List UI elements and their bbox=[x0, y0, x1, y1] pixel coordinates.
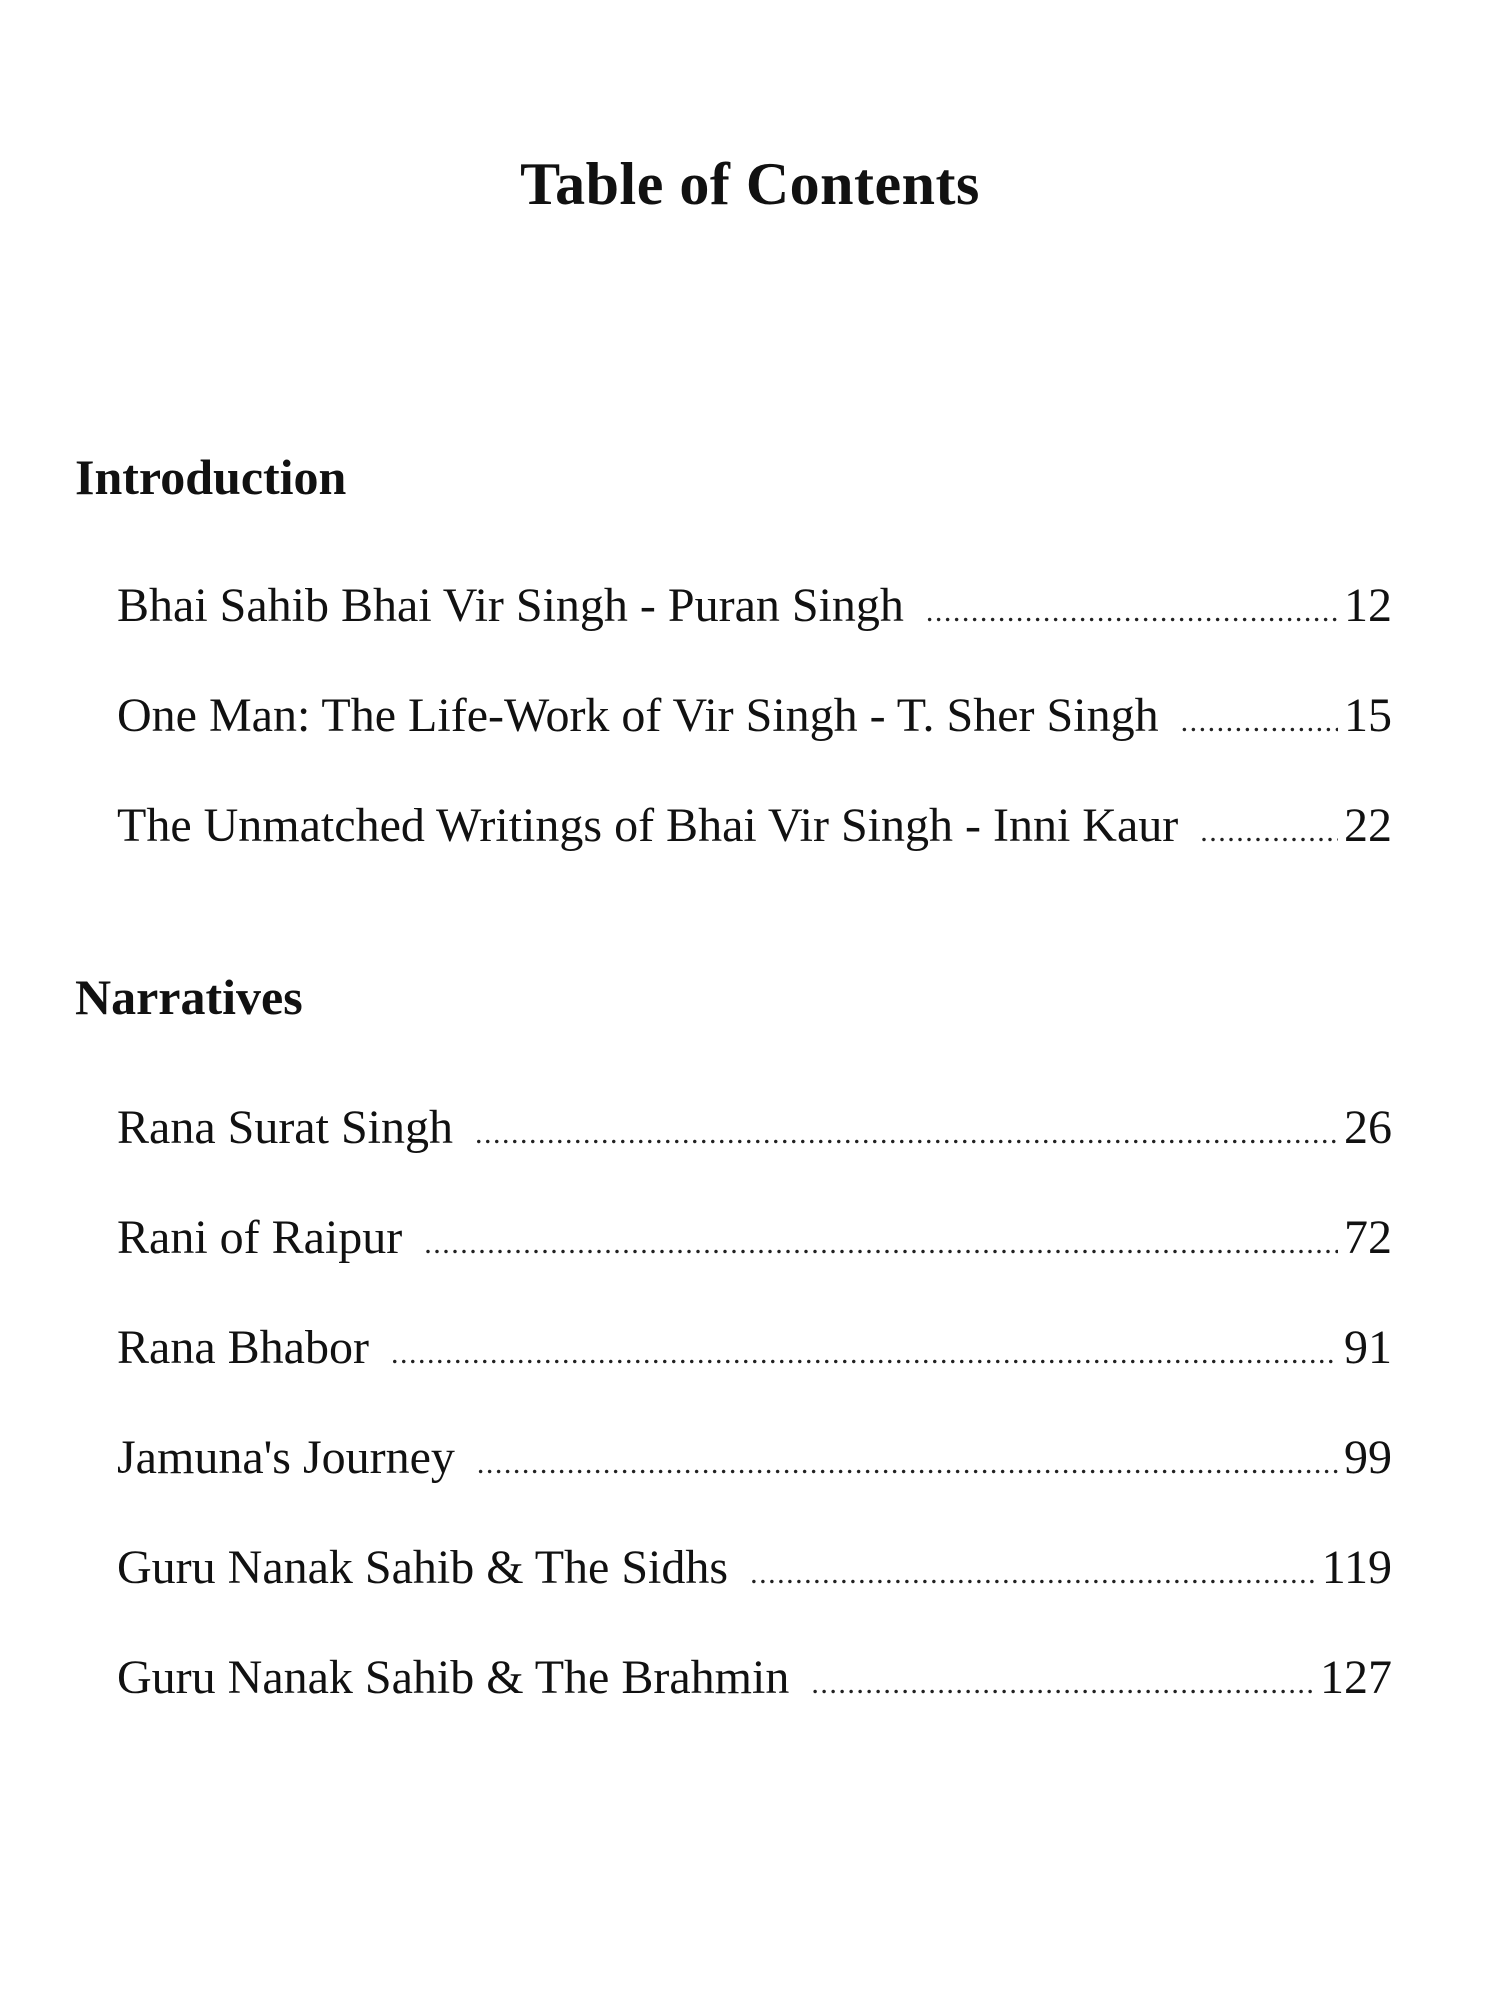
dot-leader bbox=[811, 1667, 1314, 1701]
toc-entry-title: Rani of Raipur bbox=[117, 1211, 403, 1264]
toc-entry-page: 91 bbox=[1344, 1321, 1392, 1374]
section-narratives-entries bbox=[117, 1100, 1392, 1760]
toc-entry-page: 22 bbox=[1344, 799, 1392, 852]
toc-entry-title: Bhai Sahib Bhai Vir Singh - Puran Singh bbox=[117, 579, 904, 632]
toc-entry-title: Rana Bhabor bbox=[117, 1321, 369, 1374]
toc-entry-page: 12 bbox=[1344, 579, 1392, 632]
page-title: Table of Contents bbox=[520, 151, 980, 217]
toc-entry-title: Rana Surat Singh bbox=[117, 1101, 453, 1154]
dot-leader bbox=[926, 595, 1338, 629]
toc-entry-page: 26 bbox=[1344, 1101, 1392, 1154]
section-introduction-entries bbox=[117, 578, 1392, 908]
toc-entry-page: 127 bbox=[1320, 1651, 1392, 1704]
dot-leader bbox=[477, 1447, 1338, 1481]
dot-leader bbox=[475, 1117, 1338, 1151]
toc-entry-page: 99 bbox=[1344, 1431, 1392, 1484]
toc-entry-title: Guru Nanak Sahib & The Brahmin bbox=[117, 1651, 790, 1704]
section-heading-introduction: Introduction bbox=[75, 449, 347, 505]
toc-entry-title: The Unmatched Writings of Bhai Vir Singh - Inni Kaur bbox=[117, 799, 1179, 852]
toc-entry[interactable] bbox=[117, 688, 1392, 798]
toc-entry-title: Guru Nanak Sahib & The Sidhs bbox=[117, 1541, 729, 1594]
dot-leader bbox=[750, 1557, 1316, 1591]
toc-entry[interactable] bbox=[117, 1210, 1392, 1320]
toc-entry[interactable] bbox=[117, 1650, 1392, 1760]
dot-leader bbox=[1181, 705, 1338, 739]
toc-entry[interactable] bbox=[117, 1540, 1392, 1650]
toc-entry[interactable] bbox=[117, 578, 1392, 688]
toc-entry-page: 15 bbox=[1344, 689, 1392, 742]
toc-entry[interactable] bbox=[117, 1100, 1392, 1210]
toc-entry[interactable] bbox=[117, 798, 1392, 908]
toc-entry-title: One Man: The Life-Work of Vir Singh - T. Sher Singh bbox=[117, 689, 1159, 742]
toc-entry-page: 119 bbox=[1321, 1541, 1392, 1594]
toc-entry-page: 72 bbox=[1344, 1211, 1392, 1264]
toc-entry[interactable] bbox=[117, 1430, 1392, 1540]
toc-entry[interactable] bbox=[117, 1320, 1392, 1430]
section-heading-narratives: Narratives bbox=[75, 969, 303, 1025]
dot-leader bbox=[391, 1337, 1338, 1371]
toc-entry-title: Jamuna's Journey bbox=[117, 1431, 455, 1484]
dot-leader bbox=[1200, 815, 1338, 849]
dot-leader bbox=[424, 1227, 1338, 1261]
